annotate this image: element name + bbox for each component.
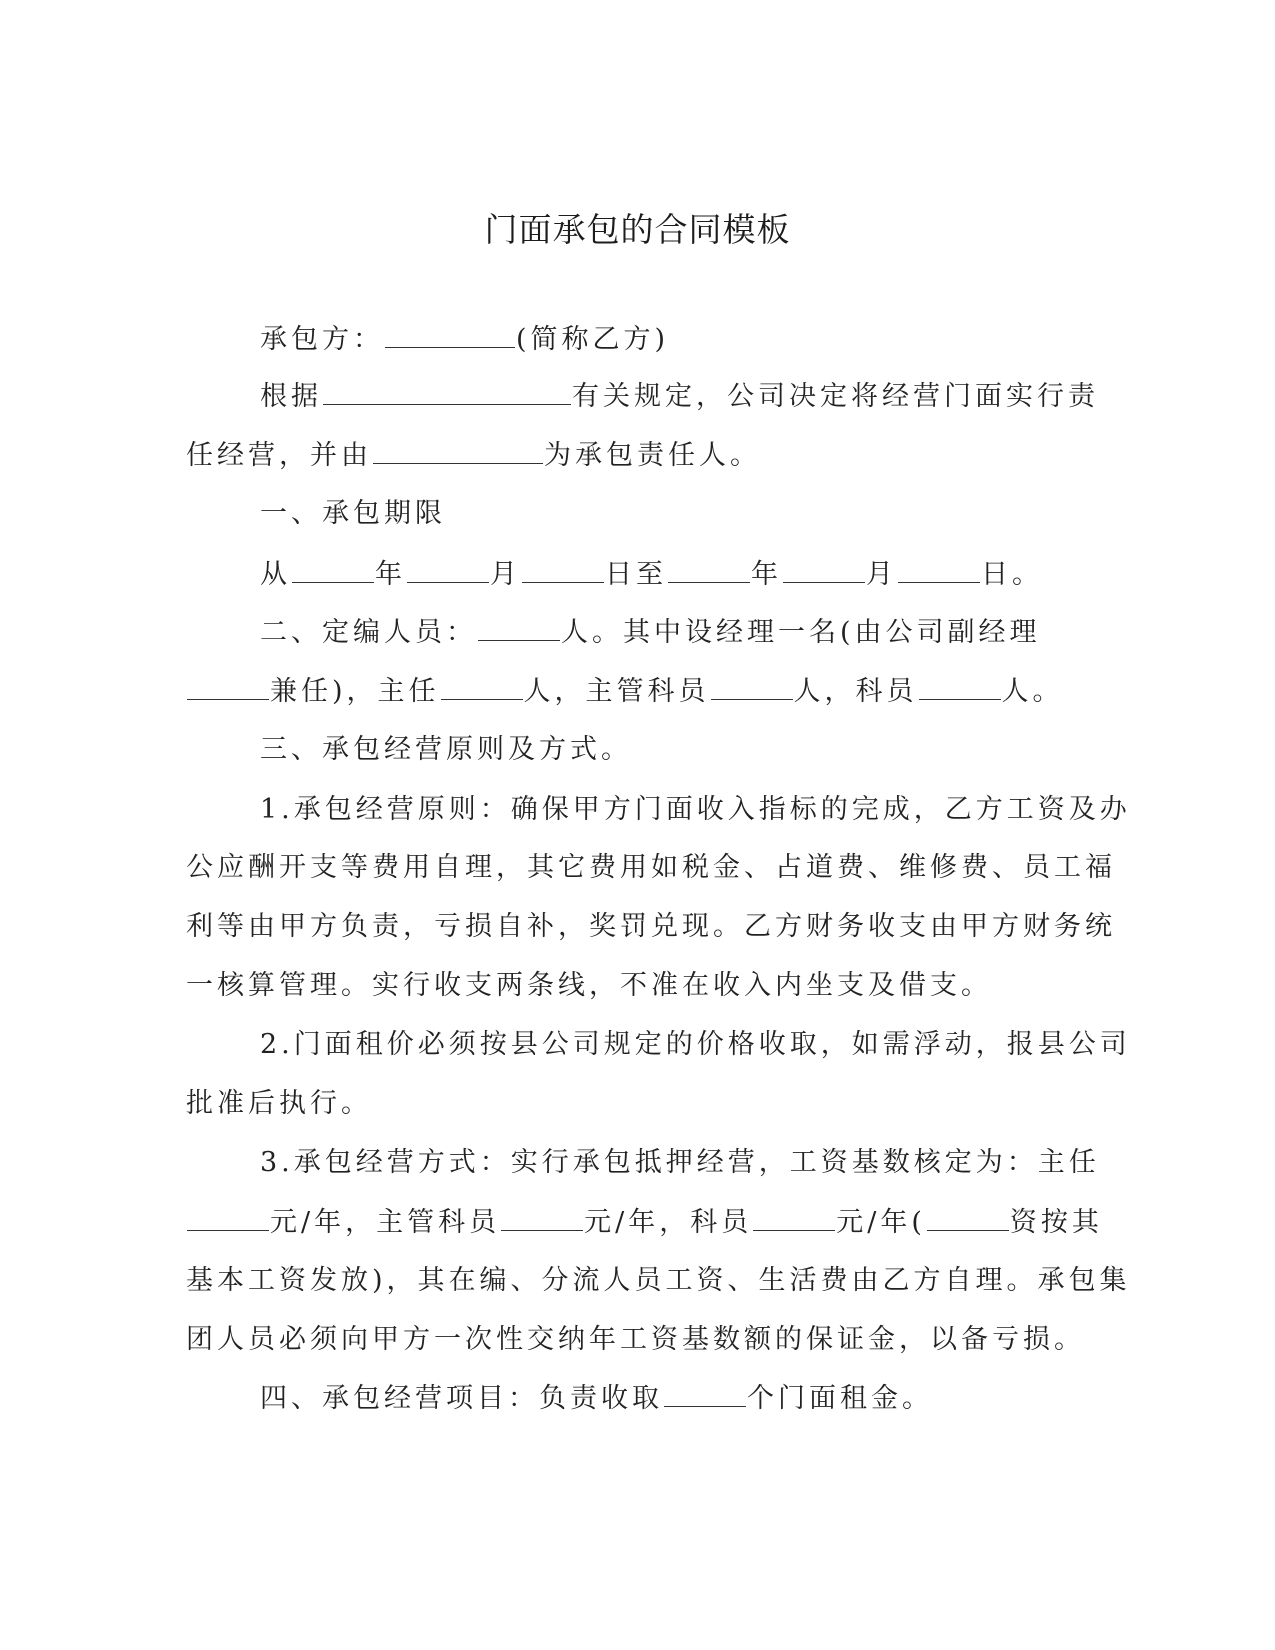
text: 人，科员 xyxy=(793,676,918,707)
text: 日。 xyxy=(981,559,1043,590)
text: 从 xyxy=(260,559,291,590)
fill-blank xyxy=(522,557,604,583)
paragraph-line: 公应酬开支等费用自理，其它费用如税金、占道费、维修费、员工福 xyxy=(186,852,1116,883)
text: 元/年，主管科员 xyxy=(270,1207,501,1238)
paragraph-line: 团人员必须向甲方一次性交纳年工资基数额的保证金，以备亏损。 xyxy=(186,1324,1085,1355)
text: 二、定编人员： xyxy=(260,617,477,648)
text: 月 xyxy=(866,559,897,590)
text: 月 xyxy=(490,559,521,590)
text: 任经营，并由 xyxy=(186,440,372,471)
fill-blank xyxy=(407,557,489,583)
text: 元/年，科员 xyxy=(584,1207,753,1238)
document-title: 门面承包的合同模板 xyxy=(484,210,791,249)
staffing-line xyxy=(260,615,1041,650)
section-heading xyxy=(260,1381,933,1416)
fill-blank xyxy=(501,1205,583,1231)
text: 四、承包经营项目：负责收取 xyxy=(260,1383,663,1414)
text: 人。 xyxy=(1001,676,1064,707)
text: 年 xyxy=(751,559,782,590)
fill-blank xyxy=(711,674,793,700)
fill-blank xyxy=(919,674,1001,700)
fill-blank xyxy=(783,557,865,583)
fill-blank xyxy=(898,557,980,583)
text: 兼任)，主任 xyxy=(270,676,440,707)
paragraph-line: 利等由甲方负责，亏损自补，奖罚兑现。乙方财务收支由甲方财务统 xyxy=(186,911,1116,942)
text: (简称乙方) xyxy=(516,324,670,355)
term-dates-line xyxy=(260,557,1043,592)
fill-blank xyxy=(668,557,750,583)
staffing-line xyxy=(186,674,1064,709)
paragraph-line: 批准后执行。 xyxy=(186,1088,372,1119)
text: 人，主管科员 xyxy=(523,676,710,707)
fill-blank xyxy=(292,557,374,583)
fill-blank xyxy=(187,1205,269,1231)
paragraph-line: 1.承包经营原则：确保甲方门面收入指标的完成，乙方工资及办 xyxy=(260,794,1131,825)
text: 资按其 xyxy=(1009,1207,1103,1238)
fill-blank xyxy=(478,615,560,641)
paragraph-line: 3.承包经营方式：实行承包抵押经营，工资基数核定为：主任 xyxy=(260,1147,1100,1178)
paragraph-line: 2.门面租价必须按县公司规定的价格收取，如需浮动，报县公司 xyxy=(260,1029,1131,1060)
text: 根据 xyxy=(260,381,322,412)
fill-blank xyxy=(927,1205,1009,1231)
text: 个门面租金。 xyxy=(747,1383,933,1414)
text: 日至 xyxy=(605,559,667,590)
text: 人。其中设经理一名(由公司副经理 xyxy=(561,617,1041,648)
paragraph-line xyxy=(260,379,1099,414)
fill-blank xyxy=(373,438,543,464)
fill-blank xyxy=(187,674,269,700)
text: 元/年( xyxy=(836,1207,926,1238)
fill-blank xyxy=(385,322,515,348)
paragraph-line: 一核算管理。实行收支两条线，不准在收入内坐支及借支。 xyxy=(186,970,992,1001)
section-heading: 一、承包期限 xyxy=(260,498,446,529)
text: 为承包责任人。 xyxy=(544,440,761,471)
fill-blank xyxy=(664,1381,746,1407)
contractor-line xyxy=(260,322,669,357)
text: 有关规定，公司决定将经营门面实行责 xyxy=(572,381,1099,412)
salary-line xyxy=(186,1205,1103,1240)
fill-blank xyxy=(323,379,571,405)
fill-blank xyxy=(441,674,523,700)
section-heading: 三、承包经营原则及方式。 xyxy=(260,734,632,765)
paragraph-line: 基本工资发放)，其在编、分流人员工资、生活费由乙方自理。承包集 xyxy=(186,1265,1131,1296)
fill-blank xyxy=(753,1205,835,1231)
text: 承包方： xyxy=(260,324,384,355)
paragraph-line xyxy=(186,438,761,473)
text: 年 xyxy=(375,559,406,590)
